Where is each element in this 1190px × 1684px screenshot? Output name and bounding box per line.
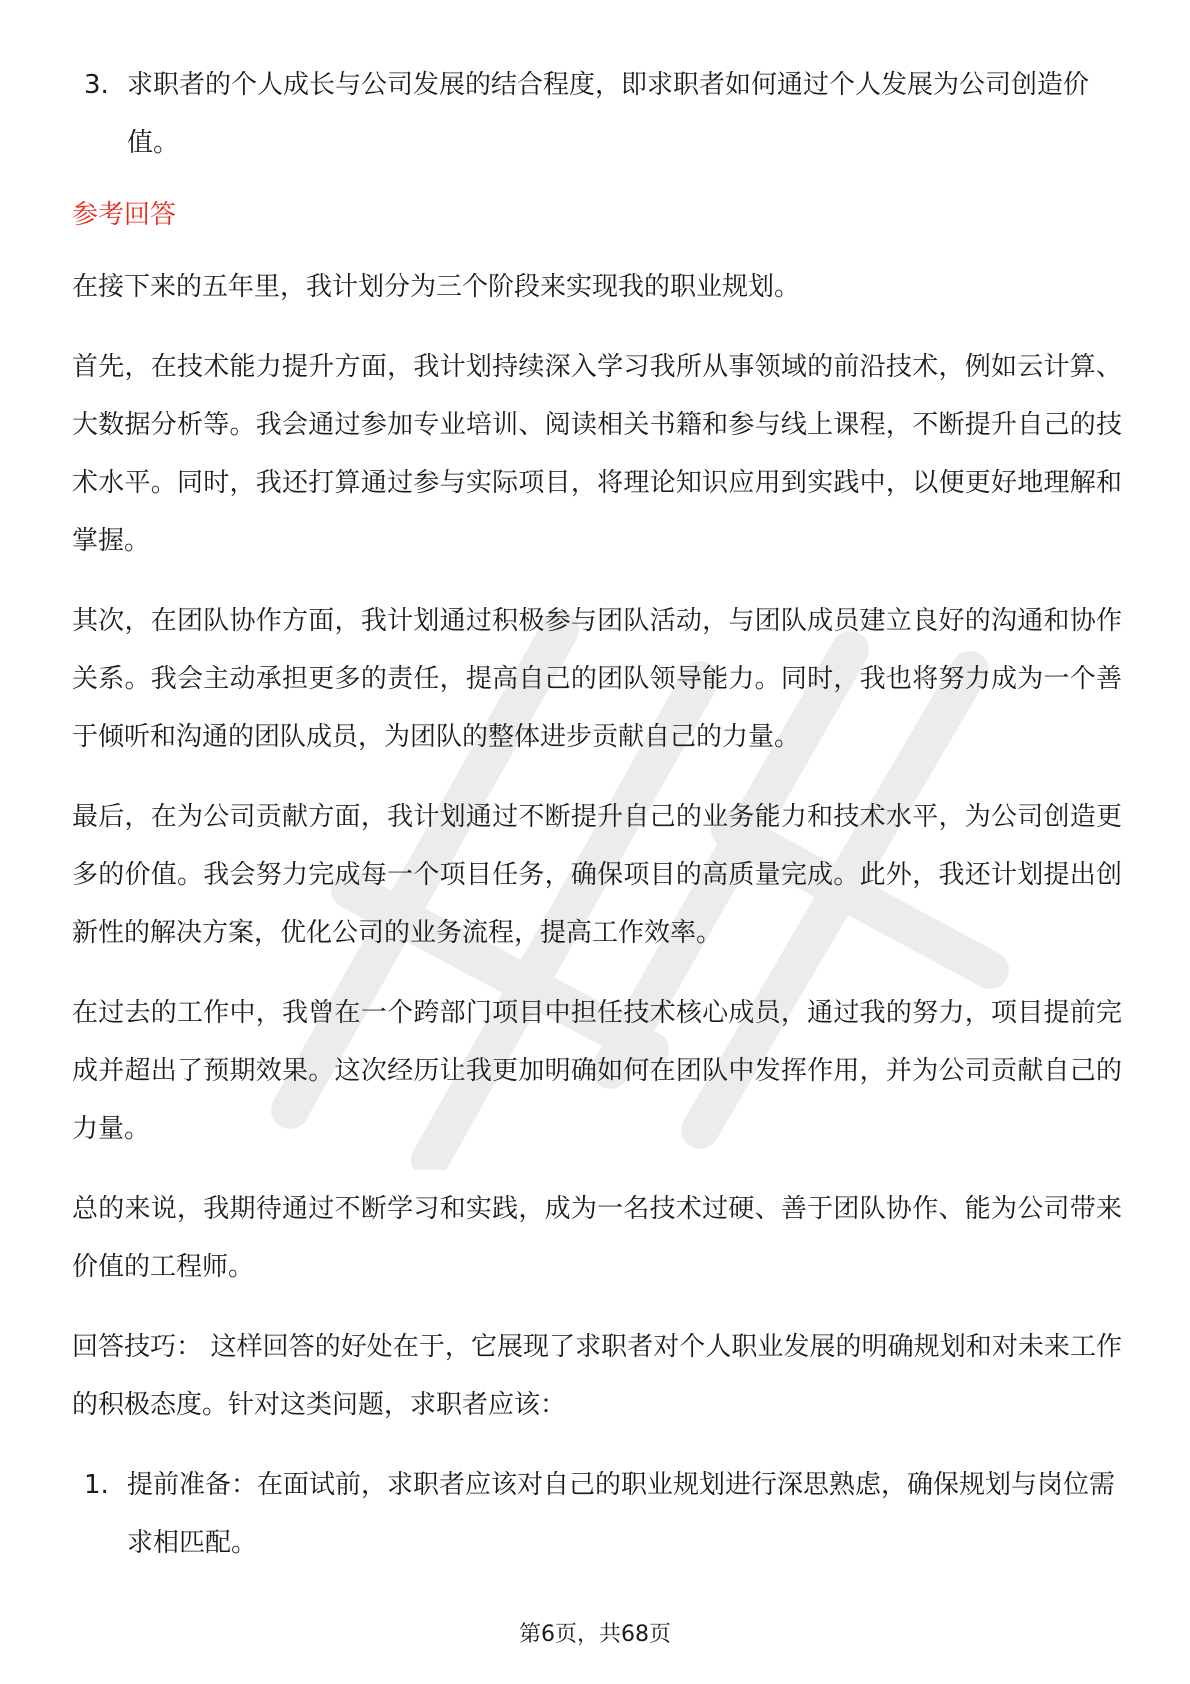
- paragraph: 其次，在团队协作方面，我计划通过积极参与团队活动，与团队成员建立良好的沟通和协作关系。我会主动承担更多的责任，提高自己的团队领导能力。同时，我也将努力成为一个善于倾听和沟通的团队成员，为团队的整体进步贡献自己的力量。: [72, 606, 1122, 752]
- paragraph: 在过去的工作中，我曾在一个跨部门项目中担任技术核心成员，通过我的努力，项目提前完成并超出了预期效果。这次经历让我更加明确如何在团队中发挥作用，并为公司贡献自己的力量。: [72, 998, 1122, 1144]
- paragraph: 首先，在技术能力提升方面，我计划持续深入学习我所从事领域的前沿技术，例如云计算、大数据分析等。我会通过参加专业培训、阅读相关书籍和参与线上课程，不断提升自己的技术水平。同时，我还打算通过参与实际项目，将理论知识应用到实践中，以便更好地理解和掌握。: [72, 352, 1122, 556]
- list-item-text: 提前准备：在面试前，求职者应该对自己的职业规划进行深思熟虑，确保规划与岗位需求相匹配。: [127, 1470, 1116, 1558]
- paragraph: 最后，在为公司贡献方面，我计划通过不断提升自己的业务能力和技术水平，为公司创造更多的价值。我会努力完成每一个项目任务，确保项目的高质量完成。此外，我还计划提出创新性的解决方案，优化公司的业务流程，提高工作效率。: [72, 802, 1122, 948]
- paragraph: 在接下来的五年里，我计划分为三个阶段来实现我的职业规划。: [72, 272, 801, 302]
- intro-list-item: [72, 56, 1122, 172]
- list-number: 3.: [84, 70, 109, 100]
- list-number: 1.: [84, 1470, 109, 1500]
- main-content: [72, 56, 1122, 1572]
- tips-list-item: [72, 1456, 1122, 1572]
- page-footer: 第6页，共68页: [519, 1622, 671, 1647]
- paragraph: 总的来说，我期待通过不断学习和实践，成为一名技术过硬、善于团队协作、能为公司带来价值的工程师。: [72, 1194, 1122, 1282]
- section-heading: 参考回答: [72, 200, 177, 230]
- list-item-text: 求职者的个人成长与公司发展的结合程度，即求职者如何通过个人发展为公司创造价值。: [127, 70, 1090, 158]
- answer-tips-paragraph: 回答技巧： 这样回答的好处在于，它展现了求职者对个人职业发展的明确规划和对未来工作的积极态度。针对这类问题，求职者应该：: [72, 1332, 1122, 1420]
